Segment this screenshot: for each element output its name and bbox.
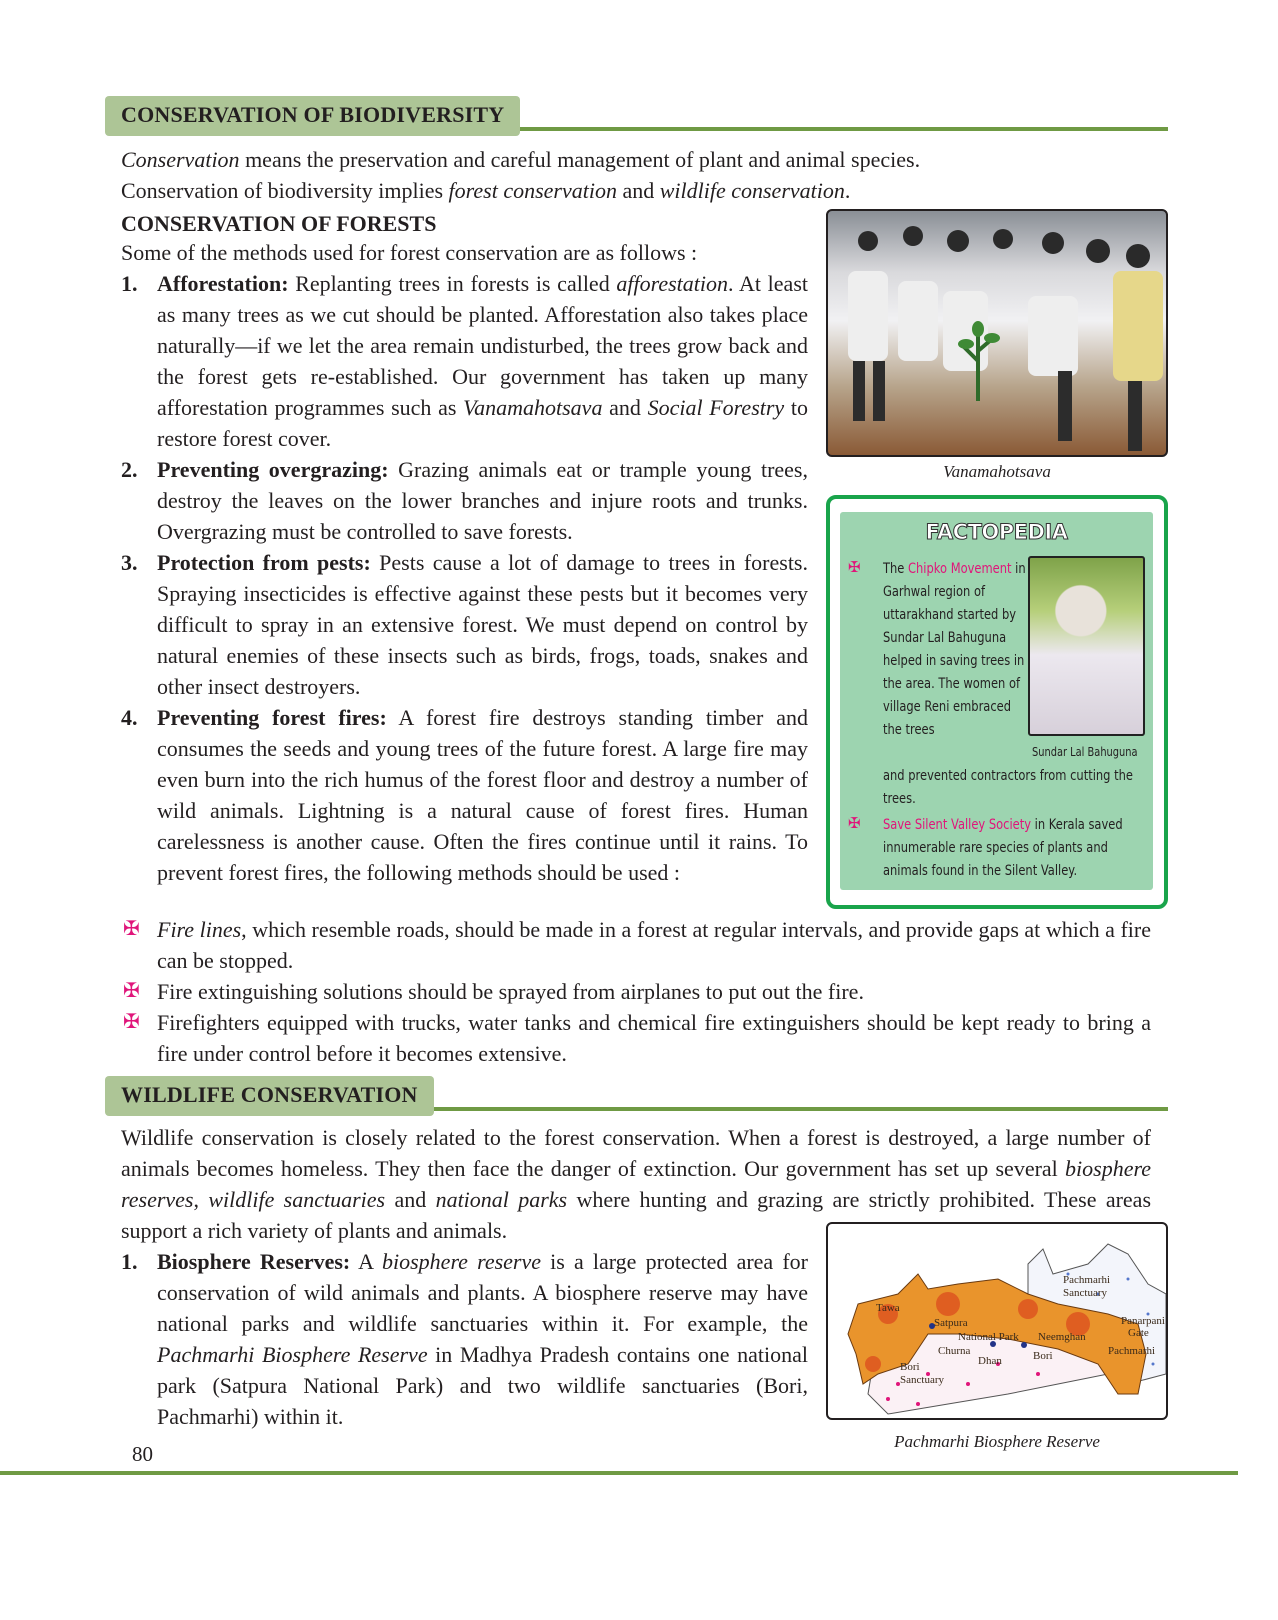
map-label: Dhan (978, 1355, 1002, 1367)
text-segment: Conservation (121, 147, 240, 172)
bullet-cross-icon: ✠ (123, 1011, 140, 1033)
text-segment: biosphere reserves (121, 1156, 1151, 1212)
lead-text: Some of the methods used for forest conservation are as follows : (121, 240, 698, 265)
map-label: Bori (1033, 1350, 1053, 1362)
item-number: 1. (121, 1249, 138, 1274)
text-segment: Pests cause a lot of damage to trees in forests. Spraying insecticides is effective against these pests but it becomes very difficult to spray in an extensive forest. We must depend on control by natural enemies of these insects such as birds, frogs, toads, snakes and other insect destroyers. (157, 550, 808, 699)
item-text (157, 457, 808, 544)
text-segment: Replanting trees in forests is called (288, 271, 617, 296)
item-number: 4. (121, 705, 138, 730)
text-segment: The (883, 561, 909, 577)
text-segment: Vanamahotsava (463, 395, 603, 420)
map-label: Satpura (934, 1317, 968, 1329)
bullet-cross-icon: ✠ (848, 560, 861, 576)
map-label: Tawa (876, 1302, 900, 1314)
bullet-item (121, 914, 1151, 976)
text-segment: and (616, 178, 660, 203)
text-segment: Chipko Movement (908, 561, 1012, 577)
pachmarhi-map (826, 1222, 1168, 1420)
text-segment: where hunting and grazing are strictly prohibited. These areas support a rich variety of plants and animals. (121, 1187, 1152, 1243)
term-label: Protection from pests: (157, 550, 371, 575)
map-label: Sanctuary (1063, 1287, 1107, 1299)
item-number: 2. (121, 457, 138, 482)
map-label: National Park (958, 1331, 1019, 1343)
text-segment: A (350, 1249, 382, 1274)
text-segment: means the preservation and careful management of plant and animal species. (239, 147, 921, 172)
vanamahotsava-photo (826, 209, 1168, 457)
text-segment: Pachmarhi Biosphere Reserve (157, 1342, 428, 1367)
term-label: Preventing forest fires: (157, 705, 387, 730)
term-label: Afforestation: (157, 271, 289, 296)
footer-rule (0, 1471, 1238, 1475)
list-item (121, 702, 808, 888)
text-segment: , (193, 1187, 209, 1212)
tree-planting-illustration (828, 211, 1168, 457)
intro-line (121, 175, 1161, 206)
bullet-text (157, 917, 1151, 973)
item-number: 1. (121, 271, 138, 296)
factopedia-panel (840, 512, 1153, 890)
text-segment: biosphere reserve (382, 1249, 542, 1274)
text-segment: Wildlife conservation is closely related to the forest conservation. When a forest is destroyed, a large number of animals becomes homeless. They then face the danger of extinction. Our government has set up several (121, 1125, 1151, 1181)
chipko-fact (883, 558, 1027, 742)
text-segment: to restore forest cover. (157, 395, 808, 451)
intro (121, 144, 1161, 206)
fire-prevention-list (121, 914, 1151, 1069)
text-segment: in Garhwal region of uttarakhand started by Sundar Lal Bahuguna helped in saving trees in the area. The women of village Reni embraced the trees (883, 561, 1026, 738)
map-label: Pachmarhi (1063, 1274, 1111, 1286)
map-label: Sanctuary (900, 1374, 944, 1386)
list-item (121, 268, 808, 454)
text-segment: Fire lines (157, 917, 242, 942)
photo-caption: Vanamahotsava (943, 462, 1051, 481)
bullet-text (157, 1010, 1151, 1066)
text-segment: Fire extinguishing solutions should be sprayed from airplanes to put out the fire. (157, 979, 864, 1004)
map-label: Panarpani (1121, 1315, 1165, 1327)
text-segment: . (844, 178, 851, 203)
text-segment: in Kerala saved innumerable rare species of plants and animals found in the Silent Valley. (883, 817, 1123, 879)
list-item (121, 454, 808, 547)
text-segment: afforestation (616, 271, 729, 296)
map-label: Churna (938, 1345, 971, 1357)
text-segment: A forest fire destroys standing timber and consumes the seeds and young trees of the future forest. A large fire may even burn into the rich humus of the forest floor and destroy a number of wild animals. Lightning is a natural cause of forest fires. Human carelessness is another cause. Often the fires continue until it rains. To prevent forest fires, the following methods should be used : (157, 705, 808, 885)
term-label: Biosphere Reserves: (157, 1249, 351, 1274)
page-number: 80 (132, 1442, 153, 1466)
item-text (157, 705, 808, 885)
bahuguna-caption: Sundar Lal Bahuguna (1032, 745, 1138, 759)
bullet-cross-icon: ✠ (848, 816, 861, 832)
map-label: Neemghan (1038, 1331, 1086, 1343)
bahuguna-photo (1028, 556, 1145, 736)
list-item (121, 1246, 808, 1432)
text-segment: and (385, 1187, 436, 1212)
silent-valley-fact (883, 814, 1145, 883)
text-segment: forest conservation (448, 178, 617, 203)
map-label: Pachmarhi (1108, 1345, 1156, 1357)
text-segment: Firefighters equipped with trucks, water tanks and chemical fire extinguishers should be kept ready to bring a fire under control before it becomes extensive. (157, 1010, 1151, 1066)
item-text (157, 550, 808, 699)
text-segment: wildlife sanctuaries (208, 1187, 386, 1212)
subheading-forests: CONSERVATION OF FORESTS (121, 211, 437, 236)
map-caption: Pachmarhi Biosphere Reserve (894, 1432, 1100, 1451)
section-heading-wildlife: WILDLIFE CONSERVATION (105, 1076, 434, 1116)
forests-column (121, 208, 808, 888)
bullet-item (121, 976, 1151, 1007)
map-label: Bori (900, 1361, 920, 1373)
item-text (157, 1249, 808, 1429)
text-segment: . At least as many trees as we cut should be planted. Afforestation also takes place naturally—if we let the area remain undisturbed, the trees grow back and the forest gets re-established. Our government has taken up many afforestation programmes such as (157, 271, 809, 420)
list-item (121, 547, 808, 702)
intro-line (121, 144, 1161, 175)
bullet-cross-icon: ✠ (123, 918, 140, 940)
text-segment: Conservation of biodiversity implies (121, 178, 449, 203)
text-segment: in Madhya Pradesh contains one national park (Satpura National Park) and two wildlife sanctuaries (Bori, Pachmarhi) within it. (157, 1342, 808, 1429)
bullet-cross-icon: ✠ (123, 980, 140, 1002)
item-text (157, 271, 808, 451)
bullet-text (157, 979, 864, 1004)
bullet-item (121, 1007, 1151, 1069)
text-segment: wildlife conservation (659, 178, 845, 203)
item-number: 3. (121, 550, 138, 575)
text-segment: is a large protected area for conservation of wild animals and plants. A biosphere reserve may have national parks and wildlife sanctuaries within it. For example, the (157, 1249, 808, 1336)
term-label: Preventing overgrazing: (157, 457, 389, 482)
text-segment: Grazing animals eat or trample young trees, destroy the leaves on the lower branches and injure roots and trunks. Overgrazing must be controlled to save forests. (157, 457, 808, 544)
chipko-fact-cont: and prevented contractors from cutting the trees. (883, 768, 1133, 807)
text-segment: national parks (435, 1187, 568, 1212)
text-segment: Save Silent Valley Society (883, 817, 1032, 833)
text-segment: , which resemble roads, should be made in a forest at regular intervals, and provide gaps at which a fire can be stopped. (157, 917, 1151, 973)
wildlife-list (121, 1246, 808, 1432)
factopedia-title: FACTOPEDIA (925, 520, 1068, 544)
map-label: Gate (1128, 1327, 1149, 1339)
text-segment: and (602, 395, 648, 420)
section-heading-biodiversity: CONSERVATION OF BIODIVERSITY (105, 96, 520, 136)
text-segment: Social Forestry (647, 395, 785, 420)
